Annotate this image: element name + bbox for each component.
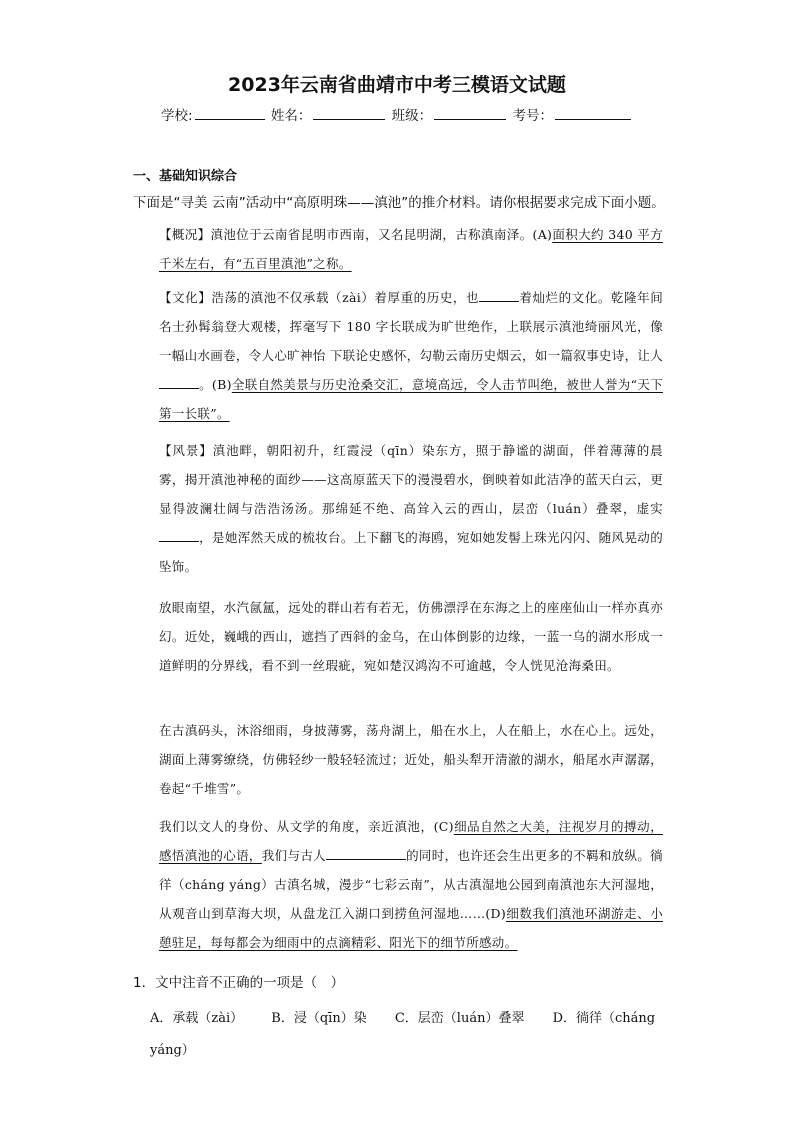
question-1-options — [150, 1003, 670, 1067]
culture-text-c: 。(B) — [199, 377, 232, 392]
paragraph-pier — [133, 716, 663, 803]
culture-blank-2[interactable] — [159, 376, 199, 389]
literature-text-c: 的同时，也许还会生出更多的不羁和放纵。徜徉（cháng yáng）古滇名城，漫步“七彩云南”，从古滇湿地公园到南滇池东大河湿地，从观音山到草海大坝，从盘龙江入湖口到捞鱼河湿地……(D) — [159, 848, 663, 921]
culture-blank-1[interactable] — [479, 289, 519, 302]
paragraph-literature — [133, 812, 663, 957]
name-label: 姓名： — [270, 108, 312, 124]
exam-no-label: 考号： — [512, 108, 553, 124]
school-blank[interactable] — [195, 105, 265, 120]
option-b[interactable]: B．浸（qīn）染 — [271, 1011, 367, 1026]
culture-text-a: 【文化】浩荡的滇池不仅承载（zài）着厚重的历史，也 — [159, 290, 480, 305]
class-label: 班级： — [391, 108, 433, 124]
paragraph-scenery — [133, 436, 663, 581]
paragraph-culture — [133, 283, 663, 428]
literature-blank[interactable] — [326, 847, 406, 860]
option-d[interactable]: D．徜徉（cháng yáng） — [150, 1011, 656, 1058]
school-label: 学校: — [161, 108, 193, 124]
option-c[interactable]: C．层峦（luán）叠翠 — [394, 1011, 525, 1026]
option-a[interactable]: A．承载（zài） — [150, 1011, 244, 1026]
scenery-text-a: 【风景】滇池畔，朝阳初升，红霞浸（qīn）染东方，照于静谧的湖面，伴着薄薄的晨雾，揭开滇池神秘的面纱——这高原蓝天下的漫漫碧水，倒映着如此洁净的蓝天白云，更显得波澜壮阔与浩浩汤汤。那绵延不绝、高耸入云的西山，层峦（luán）叠翠，虚实 — [159, 443, 663, 516]
literature-text-a: 我们以文人的身份、从文学的角度，亲近滇池，(C) — [159, 819, 454, 834]
question-1-stem: 1．文中注音不正确的一项是（ ） — [133, 975, 345, 991]
page-title: 2023年云南省曲靖市中考三模语文试题 — [228, 74, 566, 96]
section-intro: 下面是“寻美 云南”活动中“高原明珠——滇池”的推介材料。请你根据要求完成下面小题。 — [133, 195, 665, 211]
literature-text-b: 我们与古人 — [261, 848, 327, 863]
paragraph-south-view — [133, 593, 663, 680]
section-heading: 一、基础知识综合 — [133, 169, 238, 184]
exam-no-blank[interactable] — [555, 105, 631, 120]
literature-underlined-c: 细品自然之大美，注视岁月的搏动，感悟滇池的心语， — [159, 819, 663, 863]
name-blank[interactable] — [313, 105, 385, 120]
culture-underlined: 全联自然美景与历史沧桑交汇，意境高远，令人击节叫绝，被世人誉为“天下第一长联”。 — [159, 377, 663, 421]
overview-text: 【概况】滇池位于云南省昆明市西南，又名昆明湖，古称滇南泽。(A) — [159, 227, 553, 242]
scenery-blank[interactable] — [159, 529, 199, 542]
culture-text-b: 着灿烂的文化。乾隆年间名士孙髯翁登大观楼，挥毫写下 180 字长联成为旷世绝作，上联展示滇池绮丽风光，像一幅山水画卷，令人心旷神怡 下联论史感怀，勾勒云南历史烟云，如一篇叙事史诗，让人 — [159, 290, 663, 363]
overview-underlined: 面积大约 340 平方千米左右，有“五百里滇池”之称。 — [159, 227, 663, 271]
student-info-line — [0, 104, 794, 124]
paragraph-overview — [133, 220, 663, 278]
class-blank[interactable] — [434, 105, 506, 120]
pier-text: 在古滇码头，沐浴细雨，身披薄雾，荡舟湖上，船在水上，人在船上，水在心上。远处，湖面上薄雾缭绕，仿佛轻纱一般轻轻流过；近处，船头犁开清澈的湖水，船尾水声潺潺，卷起“千堆雪”。 — [159, 723, 663, 796]
south-view-text: 放眼南望，水汽氤氲，远处的群山若有若无，仿佛漂浮在东海之上的座座仙山一样亦真亦幻。近处，巍峨的西山，遮挡了西斜的金乌，在山体倒影的边缘，一蓝一乌的湖水形成一道鲜明的分界线，看不到一丝瑕疵，宛如楚汉鸿沟不可逾越，令人恍见沧海桑田。 — [159, 600, 663, 673]
scenery-text-b: ，是她浑然天成的梳妆台。上下翻飞的海鸥，宛如她发髻上珠光闪闪、随风晃动的坠饰。 — [159, 530, 663, 574]
literature-underlined-d: 细数我们滇池环湖游走、小憩驻足，每每都会为细雨中的点滴精彩、阳光下的细节所感动。 — [159, 906, 663, 950]
